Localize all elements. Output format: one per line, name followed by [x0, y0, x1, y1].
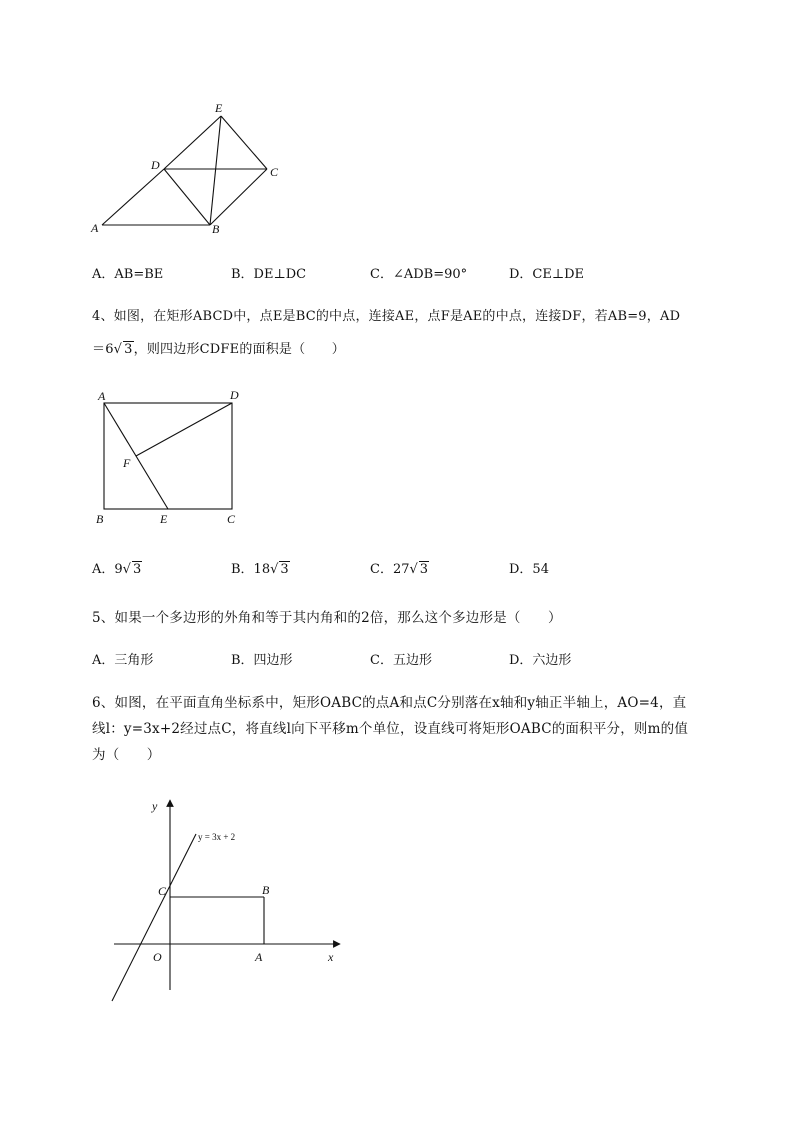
label-y-axis: y	[152, 799, 158, 813]
q4-line-2-prefix: ＝6	[92, 342, 114, 357]
q3-option-d[interactable]: D．CE⊥DE	[509, 267, 584, 282]
q6-line-3: 为（ ）	[92, 747, 161, 763]
q3-option-a[interactable]: A．AB=BE	[92, 267, 164, 282]
figure-rectangle	[92, 386, 252, 528]
label-b: B	[212, 222, 220, 236]
line-l	[112, 834, 196, 1001]
q4-option-b-label: B．18	[231, 562, 271, 577]
q5-question: 5、如果一个多边形的外角和等于其内角和的2倍，那么这个多边形是（ ）	[92, 610, 562, 626]
label-d: D	[151, 158, 160, 172]
q4-line-2-suffix: ，则四边形CDFE的面积是（ ）	[133, 342, 345, 357]
label-e: E	[160, 512, 168, 526]
label-b: B	[262, 883, 270, 897]
label-line-equation: y = 3x + 2	[198, 832, 236, 842]
sqrt-icon: √	[409, 562, 418, 577]
label-d: D	[230, 388, 239, 402]
q4-option-c[interactable]	[370, 558, 429, 577]
label-o: O	[153, 950, 162, 964]
q4-option-c-root: 3	[419, 562, 429, 577]
q4-option-a-label: A．9	[92, 562, 123, 577]
q4-line-2-root: 3	[124, 342, 133, 357]
label-b: B	[96, 512, 104, 526]
q5-option-d[interactable]: D．六边形	[509, 653, 572, 668]
q6-line-2: 线l：y=3x+2经过点C，将直线l向下平移m个单位，设直线可将矩形OABC的面积平分，则m的值	[92, 721, 689, 737]
figure-coordinate-plane	[100, 790, 350, 1005]
q4-option-d[interactable]: D．54	[509, 562, 549, 577]
label-a: A	[98, 389, 106, 403]
segment-bc	[210, 169, 267, 225]
q5-option-b[interactable]: B．四边形	[231, 653, 293, 668]
segment-df	[136, 403, 232, 456]
q4-option-a[interactable]	[92, 558, 142, 577]
q4-option-c-label: C．27	[370, 562, 410, 577]
label-c: C	[158, 884, 167, 898]
q4-option-a-root: 3	[132, 562, 142, 577]
segment-ad	[102, 169, 164, 225]
q4-line-1: 4、如图，在矩形ABCD中，点E是BC的中点，连接AE，点F是AE的中点，连接DF，若AB=9，AD	[92, 309, 681, 324]
label-f: F	[123, 456, 131, 470]
label-x-axis: x	[328, 950, 334, 964]
figure-parallelogram	[88, 98, 288, 238]
q5-option-a[interactable]: A．三角形	[92, 653, 154, 668]
segment-ec	[221, 116, 267, 169]
q3-option-b[interactable]: B．DE⊥DC	[231, 267, 307, 282]
segment-eb	[210, 116, 221, 225]
label-a: A	[255, 950, 263, 964]
sqrt-icon: √	[270, 562, 279, 577]
q4-option-b-root: 3	[280, 562, 289, 577]
q4-option-b[interactable]	[231, 558, 290, 577]
label-c: C	[227, 512, 236, 526]
sqrt-icon: √	[113, 342, 123, 357]
q4-line-2	[92, 338, 345, 357]
segment-de	[164, 116, 221, 169]
label-e: E	[215, 101, 223, 115]
label-c: C	[270, 165, 279, 179]
q6-line-1: 6、如图，在平面直角坐标系中，矩形OABC的点A和点C分别落在x轴和y轴正半轴上，AO=4，直	[92, 695, 687, 711]
segment-db	[164, 169, 210, 225]
sqrt-icon: √	[122, 562, 131, 577]
q5-option-c[interactable]: C．五边形	[370, 653, 432, 668]
label-a: A	[91, 221, 99, 235]
q3-option-c[interactable]: C．∠ADB=90°	[370, 267, 468, 282]
